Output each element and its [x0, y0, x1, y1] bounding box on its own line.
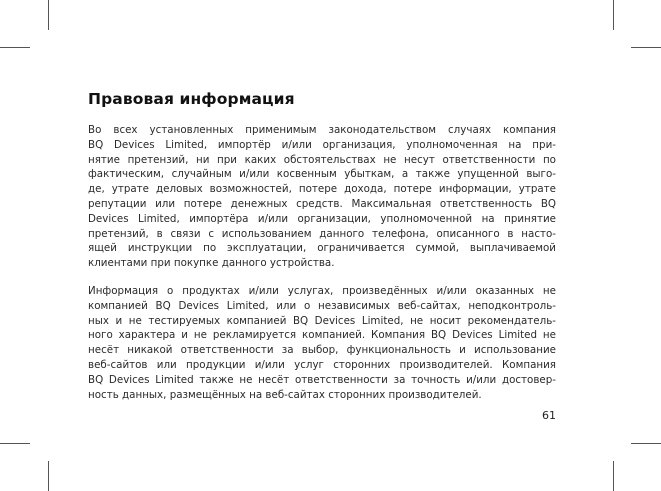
page-title: Правовая информация — [88, 90, 295, 108]
text-line: Информация о продуктах и/или услугах, произведённых и/или оказанных не — [88, 285, 556, 297]
text-line: ных и не тестируемых компанией BQ Devices Limited, не носит рекомендатель- — [88, 314, 556, 327]
text-line: ящей инструкции по эксплуатации, ограничивается суммой, выплачиваемой — [88, 242, 556, 255]
page-number: 61 — [542, 409, 556, 422]
text-line: несёт никакой ответственности за выбор, функциональность и использование — [88, 344, 556, 357]
text-line: BQ Devices Limited, импортёр и/или организация, уполномоченная на при- — [88, 138, 556, 151]
crop-mark — [613, 461, 614, 491]
text-line: претензий, в связи с использованием данного телефона, описанного в насто- — [88, 227, 556, 240]
crop-mark — [631, 47, 661, 48]
text-line: BQ Devices Limited также не несёт ответственности за точность и/или достовер- — [88, 373, 556, 386]
crop-mark — [0, 47, 30, 48]
paragraph-third-party — [88, 284, 556, 402]
text-line: ность данных, размещённых на веб-сайтах сторонних производителей. — [88, 388, 482, 401]
text-line: нятие претензий, ни при каких обстоятельствах не несут ответственности по — [88, 153, 556, 166]
text-line: де, утрате деловых возможностей, потере дохода, потере информации, утрате — [88, 183, 556, 196]
text-line: компанией BQ Devices Limited, или о независимых веб-сайтах, неподконтроль- — [88, 299, 556, 312]
text-line: веб-сайтов или продукции и/или услуг сторонних производителей. Компания — [88, 358, 556, 371]
text-line: Devices Limited, импортёра и/или организации, уполномоченной на принятие — [88, 212, 556, 225]
crop-mark — [48, 461, 49, 491]
text-line: репутации или потере денежных средств. Максимальная ответственность BQ — [88, 197, 556, 210]
paragraph-liability — [88, 123, 556, 271]
crop-mark — [613, 0, 614, 30]
text-line: Во всех установленных применимым законодательством случаях компания — [88, 124, 556, 136]
text-line: клиентами при покупке данного устройства. — [88, 257, 335, 270]
text-line: ного характера и не рекламируется компанией. Компания BQ Devices Limited не — [88, 329, 556, 342]
text-line: фактическим, случайным и/или косвенным убыткам, а также упущенной выго- — [88, 168, 556, 181]
crop-mark — [631, 443, 661, 444]
crop-mark — [0, 443, 30, 444]
crop-mark — [48, 0, 49, 30]
